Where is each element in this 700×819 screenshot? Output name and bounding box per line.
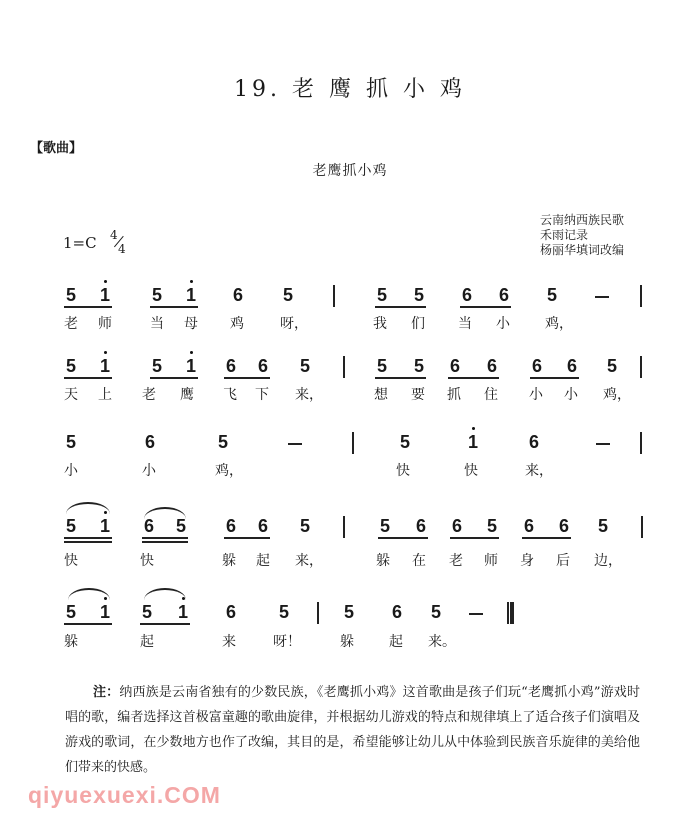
note: 5 [151,356,162,376]
note: 6 [461,285,472,305]
lyric: 飞 [223,387,237,403]
final-barline [507,602,514,624]
lyric: 来， [295,387,323,403]
beam [224,537,270,539]
lyric: 抓 [447,387,461,403]
barline [640,356,642,378]
note: 5 [151,285,162,305]
page-title [0,72,700,103]
lyric: 来， [295,553,323,569]
note: 5 [278,602,289,622]
credit-lyricist: 杨丽华填词改编 [540,243,625,257]
note: 5 [606,356,617,376]
note: 5 [65,285,76,305]
lyric: 小 [564,387,578,403]
lyric: 在 [412,553,426,569]
note: 6 [486,356,497,376]
key-signature: 1=C [63,234,97,252]
lyric: 来。 [428,634,456,650]
lyric: 上 [98,387,112,403]
beam [142,537,188,539]
note: 5 [65,356,76,376]
barline [343,516,345,538]
barline [352,432,354,454]
title-number: 19. [234,77,281,102]
note: 6 [566,356,577,376]
note: 6 [523,516,534,536]
time-sig-bottom: 4 [118,242,126,256]
note: 6 [498,285,509,305]
note: 6 [225,516,236,536]
note: 6 [144,432,155,452]
lyric: 下 [255,387,269,403]
lyric: 小 [529,387,543,403]
sustain-dash [469,613,483,615]
note: 6 [232,285,243,305]
beam [64,377,112,379]
beam [522,537,571,539]
lyric: 鸡， [215,463,243,479]
beam [460,306,511,308]
lyric: 鹰 [180,387,194,403]
note: 5 [486,516,497,536]
lyric: 母 [184,316,198,332]
note: 6 [449,356,460,376]
beam [150,306,198,308]
barline [640,285,642,307]
beam [64,623,112,625]
lyric: 老 [142,387,156,403]
beam [64,541,112,543]
beam [375,377,426,379]
note: 5 [413,356,424,376]
beam [64,306,112,308]
score-row-1 [0,285,700,345]
note: 5 [65,602,76,622]
note: 1 [99,356,110,376]
note: 5 [65,516,76,536]
note: 6 [528,432,539,452]
note: 5 [399,432,410,452]
note: 5 [282,285,293,305]
lyric: 起 [389,634,403,650]
beam [224,377,270,379]
time-sig-top: 4 [110,228,118,242]
barline [333,285,335,307]
lyric: 我 [373,316,387,332]
beam [530,377,579,379]
note: 1 [99,602,110,622]
note: 1 [99,285,110,305]
lyric: 呀！ [273,634,301,650]
score-row-5 [0,602,700,662]
time-signature [108,228,128,256]
note: 5 [65,432,76,452]
lyric: 老 [64,316,78,332]
barline [641,516,643,538]
sustain-dash [288,443,302,445]
note: 5 [376,356,387,376]
note: 6 [257,356,268,376]
note: 5 [217,432,228,452]
note: 1 [177,602,188,622]
lyric: 小 [142,463,156,479]
lyric: 当 [150,316,164,332]
footnote [65,680,640,780]
watermark: qiyuexuexi.COM [28,782,221,808]
note: 6 [391,602,402,622]
note: 6 [415,516,426,536]
barline [640,432,642,454]
lyric: 起 [140,634,154,650]
lyric: 呀， [280,316,308,332]
lyric: 要 [411,387,425,403]
barline [343,356,345,378]
note: 6 [451,516,462,536]
lyric: 小 [496,316,510,332]
footnote-label: 注： [93,685,120,700]
lyric: 快 [140,553,154,569]
note: 5 [376,285,387,305]
lyric: 老 [449,553,463,569]
score-row-4 [0,516,700,576]
song-title: 老鹰抓小鸡 [312,163,388,179]
lyric: 鸡， [545,316,573,332]
lyric: 躲 [64,634,78,650]
beam [450,537,499,539]
lyric: 躲 [340,634,354,650]
lyric: 边， [594,553,622,569]
lyric: 们 [411,316,425,332]
note: 1 [99,516,110,536]
lyric: 起 [256,553,270,569]
note: 5 [430,602,441,622]
lyric: 来 [222,634,236,650]
footnote-body: 纳西族是云南省独有的少数民族，《老鹰抓小鸡》这首歌曲是孩子们玩“老鹰抓小鸡”游戏时唱的歌，编者选择这首极富童趣的歌曲旋律，并根据幼儿游戏的特点和规律填上了适合孩子们演唱及游戏的歌词，在少数地方也作了改编，其目的是，希望能够让幼儿从中体验到民族音乐旋律的美给他们带来的快感。 [65,685,640,775]
lyric: 小 [64,463,78,479]
note: 1 [185,285,196,305]
credit-origin: 云南纳西族民歌 [540,213,625,227]
lyric: 快 [396,463,410,479]
lyric: 鸡 [230,316,244,332]
note: 6 [225,602,236,622]
lyric: 师 [484,553,498,569]
lyric: 后 [556,553,570,569]
note: 1 [467,432,478,452]
lyric: 天 [64,387,78,403]
beam [140,623,190,625]
note: 5 [141,602,152,622]
lyric: 来， [525,463,553,479]
lyric: 躲 [222,553,236,569]
slur [144,588,186,600]
lyric: 快 [64,553,78,569]
lyric: 当 [458,316,472,332]
lyric: 师 [98,316,112,332]
beam [375,306,426,308]
lyric: 住 [484,387,498,403]
lyric: 鸡， [603,387,631,403]
lyric: 快 [464,463,478,479]
beam [448,377,499,379]
note: 6 [143,516,154,536]
note: 5 [546,285,557,305]
title-text: 老 鹰 抓 小 鸡 [292,77,466,102]
note: 6 [531,356,542,376]
lyric: 躲 [376,553,390,569]
note: 5 [299,356,310,376]
note: 5 [379,516,390,536]
note: 5 [343,602,354,622]
note: 6 [225,356,236,376]
note: 6 [257,516,268,536]
lyric: 想 [374,387,388,403]
note: 5 [299,516,310,536]
beam [64,537,112,539]
beam [378,537,428,539]
score-row-2 [0,356,700,416]
beam [150,377,198,379]
sustain-dash [596,443,610,445]
note: 5 [413,285,424,305]
note: 1 [185,356,196,376]
lyric: 身 [520,553,534,569]
barline [317,602,319,624]
sustain-dash [595,296,609,298]
credit-recorder: 禾雨记录 [540,228,589,242]
credits [540,213,624,258]
section-tag: 【歌曲】 [30,141,83,156]
note: 6 [558,516,569,536]
note: 5 [175,516,186,536]
beam [142,541,188,543]
note: 5 [597,516,608,536]
score-row-3 [0,432,700,492]
